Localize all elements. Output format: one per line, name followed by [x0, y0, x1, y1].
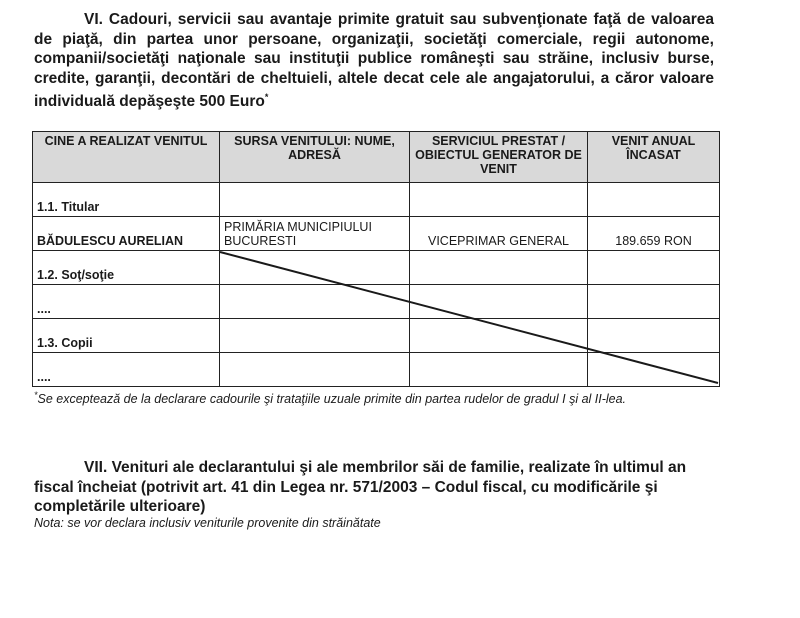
section-7-heading	[34, 458, 724, 517]
header-who: CINE A REALIZAT VENITUL	[33, 132, 220, 183]
section-6-heading	[34, 10, 714, 112]
table-row	[33, 183, 720, 217]
gifts-table	[32, 131, 720, 387]
section-6-text: VI. Cadouri, servicii sau avantaje primite gratuit sau subvenţionate faţă de valoarea de piaţă, din partea unor persoane, organizaţii, societăţi comerciale, regii autonome, companii/societăţi naţionale sau instituţii publice româneşti sau străine, inclusiv burse, credite, garanţii, decontări de cheltuieli, altele decat cele ale angajatorului, a căror valoare individuală depăşeşte 500 Euro	[34, 11, 714, 111]
header-service: SERVICIUL PRESTAT / OBIECTUL GENERATOR DE VENIT	[410, 132, 588, 183]
section-6-footnote-mark: *	[264, 92, 269, 102]
table-row	[33, 217, 720, 251]
row-children-more: ....	[33, 353, 220, 387]
empty-cell	[410, 251, 588, 285]
row-children-label: 1.3. Copii	[33, 319, 220, 353]
empty-cell	[588, 183, 720, 217]
empty-cell	[588, 319, 720, 353]
footnote	[34, 386, 724, 409]
section-7-text: VII. Venituri ale declarantului şi ale membrilor săi de familie, realizate în ultimul an fiscal încheiat (potrivit art. 41 din Legea nr. 571/2003 – Codul fiscal, cu modificările şi completările ulterioare)	[34, 459, 687, 515]
titular-service: VICEPRIMAR GENERAL	[410, 217, 588, 251]
empty-cell	[588, 285, 720, 319]
empty-cell	[410, 319, 588, 353]
empty-cell	[220, 251, 410, 285]
empty-cell	[588, 353, 720, 387]
row-titular-label: 1.1. Titular	[33, 183, 220, 217]
header-income: VENIT ANUAL ÎNCASAT	[588, 132, 720, 183]
section-7-note: Nota: se vor declara inclusiv veniturile provenite din străinătate	[34, 516, 381, 530]
row-spouse-label: 1.2. Soţ/soţie	[33, 251, 220, 285]
empty-cell	[410, 353, 588, 387]
empty-cell	[220, 285, 410, 319]
empty-cell	[220, 319, 410, 353]
empty-cell	[220, 353, 410, 387]
titular-income: 189.659 RON	[588, 217, 720, 251]
empty-cell	[588, 251, 720, 285]
table-row	[33, 319, 720, 353]
titular-name: BĂDULESCU AURELIAN	[33, 217, 220, 251]
table-header-row	[33, 132, 720, 183]
table-row	[33, 285, 720, 319]
titular-source: PRIMĂRIA MUNICIPIULUI BUCURESTI	[220, 217, 410, 251]
empty-cell	[410, 183, 588, 217]
footnote-text: Se exceptează de la declarare cadourile şi trataţiile uzuale primite din partea rudelor de gradul I şi al II-lea.	[37, 392, 627, 407]
footnote-mark: *	[34, 390, 38, 400]
empty-cell	[220, 183, 410, 217]
table-row	[33, 353, 720, 387]
table-row	[33, 251, 720, 285]
row-spouse-more: ....	[33, 285, 220, 319]
header-source: SURSA VENITULUI: NUME, ADRESĂ	[220, 132, 410, 183]
empty-cell	[410, 285, 588, 319]
